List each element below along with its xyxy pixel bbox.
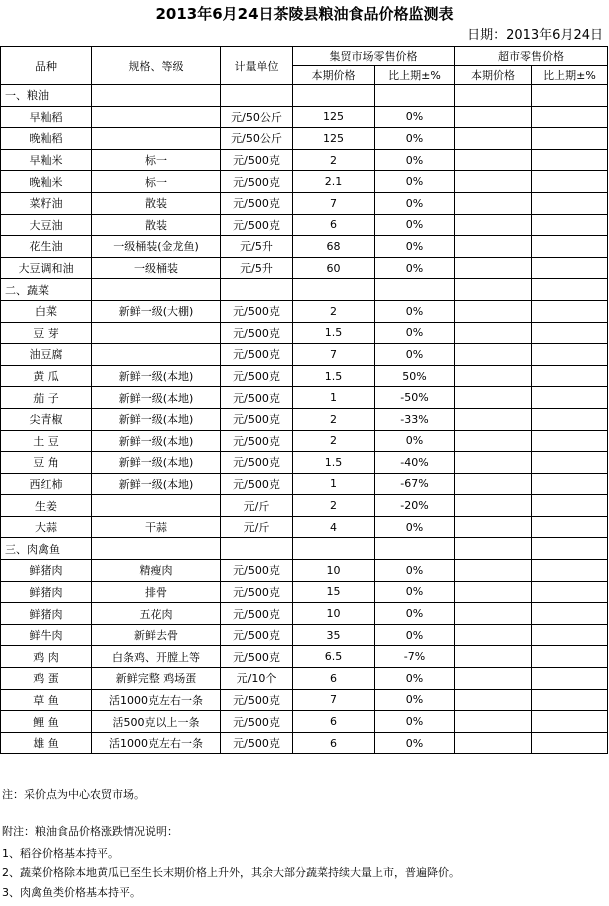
market-price: 10 (293, 603, 375, 625)
item-name: 尖青椒 (1, 408, 92, 430)
supermarket-cell (532, 192, 608, 214)
supermarket-cell (455, 646, 532, 668)
item-name: 鲜猪肉 (1, 560, 92, 582)
table-row (1, 624, 608, 646)
supermarket-cell (532, 214, 608, 236)
supermarket-cell (455, 711, 532, 733)
supermarket-cell (532, 106, 608, 128)
table-row (1, 387, 608, 409)
table-row (1, 106, 608, 128)
item-unit: 元/500克 (221, 365, 293, 387)
header-market: 集贸市场零售价格 (293, 47, 455, 66)
supermarket-cell (532, 624, 608, 646)
item-spec: 活500克以上一条 (92, 711, 221, 733)
empty-cell (221, 85, 293, 107)
header-supermarket: 超市零售价格 (455, 47, 608, 66)
item-name: 油豆腐 (1, 344, 92, 366)
market-change: 0% (375, 581, 455, 603)
market-price: 60 (293, 257, 375, 279)
item-unit: 元/500克 (221, 171, 293, 193)
item-spec: 新鲜去骨 (92, 624, 221, 646)
table-row (1, 322, 608, 344)
supermarket-cell (532, 732, 608, 754)
empty-cell (455, 538, 532, 560)
item-name: 雄 鱼 (1, 732, 92, 754)
item-unit: 元/50公斤 (221, 128, 293, 150)
category-row (1, 538, 608, 560)
table-row (1, 236, 608, 258)
item-unit: 元/500克 (221, 624, 293, 646)
supermarket-cell (455, 581, 532, 603)
market-change: 0% (375, 214, 455, 236)
market-price: 2.1 (293, 171, 375, 193)
supermarket-cell (455, 516, 532, 538)
market-change: 0% (375, 560, 455, 582)
market-change: -40% (375, 452, 455, 474)
supermarket-cell (532, 452, 608, 474)
market-change: 0% (375, 106, 455, 128)
item-unit: 元/斤 (221, 516, 293, 538)
table-row (1, 516, 608, 538)
item-unit: 元/500克 (221, 408, 293, 430)
supermarket-cell (532, 387, 608, 409)
item-spec: 新鲜一级(本地) (92, 430, 221, 452)
header-market-price: 本期价格 (293, 66, 375, 85)
market-price: 6 (293, 214, 375, 236)
supermarket-cell (455, 149, 532, 171)
market-price: 6 (293, 711, 375, 733)
market-change: 0% (375, 322, 455, 344)
table-row (1, 668, 608, 690)
item-spec: 标一 (92, 171, 221, 193)
item-unit: 元/5升 (221, 257, 293, 279)
supermarket-cell (455, 560, 532, 582)
empty-cell (221, 279, 293, 301)
item-spec: 排骨 (92, 581, 221, 603)
supermarket-cell (532, 603, 608, 625)
item-unit: 元/500克 (221, 711, 293, 733)
item-spec: 新鲜完整 鸡场蛋 (92, 668, 221, 690)
market-price: 68 (293, 236, 375, 258)
item-unit: 元/500克 (221, 344, 293, 366)
supermarket-cell (532, 689, 608, 711)
appendix-item-2: 2、蔬菜价格除本地黄瓜已至生长末期价格上升外，其余大部分蔬菜持续大量上市，普遍降价。 (2, 866, 460, 879)
supermarket-cell (455, 732, 532, 754)
table-row (1, 365, 608, 387)
item-name: 早籼米 (1, 149, 92, 171)
empty-cell (455, 279, 532, 301)
supermarket-cell (455, 236, 532, 258)
category-label: 三、肉禽鱼 (1, 538, 92, 560)
item-unit: 元/500克 (221, 732, 293, 754)
market-price: 2 (293, 495, 375, 517)
item-spec: 新鲜一级(本地) (92, 473, 221, 495)
supermarket-cell (532, 668, 608, 690)
table-row (1, 300, 608, 322)
supermarket-cell (455, 365, 532, 387)
table-row (1, 646, 608, 668)
empty-cell (92, 85, 221, 107)
supermarket-cell (455, 603, 532, 625)
item-spec: 精瘦肉 (92, 560, 221, 582)
market-price: 125 (293, 128, 375, 150)
category-label: 一、粮油 (1, 85, 92, 107)
empty-cell (221, 538, 293, 560)
table-row (1, 408, 608, 430)
market-price: 7 (293, 192, 375, 214)
market-price: 6 (293, 668, 375, 690)
market-change: 0% (375, 171, 455, 193)
supermarket-cell (532, 495, 608, 517)
header-super-change: 比上期±% (532, 66, 608, 85)
supermarket-cell (455, 408, 532, 430)
table-row (1, 344, 608, 366)
item-spec: 一级桶装 (92, 257, 221, 279)
market-price: 10 (293, 560, 375, 582)
header-variety: 品种 (1, 47, 92, 85)
appendix-item-1: 1、稻谷价格基本持平。 (2, 847, 119, 860)
supermarket-cell (455, 452, 532, 474)
market-price: 7 (293, 689, 375, 711)
table-row (1, 149, 608, 171)
table-row (1, 473, 608, 495)
market-change: 0% (375, 603, 455, 625)
market-price: 15 (293, 581, 375, 603)
supermarket-cell (532, 646, 608, 668)
table-row (1, 560, 608, 582)
table-row (1, 192, 608, 214)
table-row (1, 452, 608, 474)
market-change: 0% (375, 149, 455, 171)
item-name: 黄 瓜 (1, 365, 92, 387)
item-unit: 元/500克 (221, 603, 293, 625)
market-price: 7 (293, 344, 375, 366)
item-name: 大蒜 (1, 516, 92, 538)
market-price: 6 (293, 732, 375, 754)
supermarket-cell (455, 495, 532, 517)
supermarket-cell (455, 624, 532, 646)
market-change: 0% (375, 236, 455, 258)
report-date: 日期：2013年6月24日 (467, 28, 603, 43)
header-market-change: 比上期±% (375, 66, 455, 85)
item-unit: 元/500克 (221, 581, 293, 603)
category-label: 二、蔬菜 (1, 279, 92, 301)
market-change: 0% (375, 128, 455, 150)
empty-cell (532, 85, 608, 107)
item-unit: 元/斤 (221, 495, 293, 517)
item-name: 大豆调和油 (1, 257, 92, 279)
market-price: 4 (293, 516, 375, 538)
header-unit: 计量单位 (221, 47, 293, 85)
item-name: 草 鱼 (1, 689, 92, 711)
item-spec (92, 322, 221, 344)
market-price: 1 (293, 473, 375, 495)
item-unit: 元/50公斤 (221, 106, 293, 128)
supermarket-cell (455, 214, 532, 236)
item-unit: 元/10个 (221, 668, 293, 690)
market-change: 0% (375, 711, 455, 733)
item-name: 生姜 (1, 495, 92, 517)
item-unit: 元/500克 (221, 322, 293, 344)
market-change: 50% (375, 365, 455, 387)
supermarket-cell (455, 171, 532, 193)
empty-cell (375, 279, 455, 301)
market-price: 2 (293, 149, 375, 171)
market-change: 0% (375, 257, 455, 279)
market-price: 1.5 (293, 365, 375, 387)
empty-cell (532, 279, 608, 301)
item-spec: 新鲜一级(大棚) (92, 300, 221, 322)
table-row (1, 128, 608, 150)
market-change: 0% (375, 300, 455, 322)
supermarket-cell (532, 171, 608, 193)
item-spec: 新鲜一级(本地) (92, 408, 221, 430)
table-row (1, 581, 608, 603)
item-name: 鲜猪肉 (1, 603, 92, 625)
empty-cell (375, 85, 455, 107)
table-row (1, 430, 608, 452)
item-unit: 元/500克 (221, 387, 293, 409)
table-row (1, 732, 608, 754)
item-spec: 一级桶装(金龙鱼) (92, 236, 221, 258)
item-spec: 新鲜一级(本地) (92, 365, 221, 387)
supermarket-cell (532, 300, 608, 322)
item-spec: 活1000克左右一条 (92, 732, 221, 754)
supermarket-cell (455, 344, 532, 366)
item-spec: 新鲜一级(本地) (92, 387, 221, 409)
item-name: 菜籽油 (1, 192, 92, 214)
market-change: 0% (375, 668, 455, 690)
supermarket-cell (532, 149, 608, 171)
item-unit: 元/500克 (221, 430, 293, 452)
supermarket-cell (455, 322, 532, 344)
page-title: 2013年6月24日茶陵县粮油食品价格监测表 (155, 5, 454, 23)
item-name: 豆 角 (1, 452, 92, 474)
item-spec: 新鲜一级(本地) (92, 452, 221, 474)
market-price: 2 (293, 430, 375, 452)
table-row (1, 171, 608, 193)
appendix-title: 附注：粮油食品价格涨跌情况说明： (2, 825, 178, 838)
market-change: 0% (375, 624, 455, 646)
empty-cell (455, 85, 532, 107)
item-name: 花生油 (1, 236, 92, 258)
category-row (1, 85, 608, 107)
empty-cell (92, 538, 221, 560)
item-spec (92, 128, 221, 150)
item-name: 大豆油 (1, 214, 92, 236)
empty-cell (532, 538, 608, 560)
market-change: -67% (375, 473, 455, 495)
item-name: 鲜牛肉 (1, 624, 92, 646)
supermarket-cell (532, 581, 608, 603)
item-spec: 散装 (92, 214, 221, 236)
item-name: 鸡 蛋 (1, 668, 92, 690)
supermarket-cell (455, 430, 532, 452)
supermarket-cell (455, 668, 532, 690)
market-change: 0% (375, 430, 455, 452)
item-unit: 元/500克 (221, 560, 293, 582)
header-spec: 规格、等级 (92, 47, 221, 85)
empty-cell (293, 279, 375, 301)
item-spec: 五花肉 (92, 603, 221, 625)
market-change: 0% (375, 192, 455, 214)
market-change: -33% (375, 408, 455, 430)
price-table (0, 46, 608, 754)
empty-cell (375, 538, 455, 560)
market-change: 0% (375, 344, 455, 366)
note: 注：采价点为中心农贸市场。 (2, 788, 145, 801)
supermarket-cell (455, 387, 532, 409)
item-spec (92, 344, 221, 366)
item-name: 豆 芽 (1, 322, 92, 344)
item-name: 西红柿 (1, 473, 92, 495)
market-change: 0% (375, 516, 455, 538)
table-body (1, 85, 608, 754)
supermarket-cell (532, 322, 608, 344)
supermarket-cell (455, 300, 532, 322)
market-price: 2 (293, 300, 375, 322)
supermarket-cell (532, 430, 608, 452)
market-price: 125 (293, 106, 375, 128)
appendix-item-3: 3、肉禽鱼类价格基本持平。 (2, 886, 141, 899)
table-row (1, 603, 608, 625)
table-row (1, 214, 608, 236)
item-name: 鸡 肉 (1, 646, 92, 668)
item-name: 鲤 鱼 (1, 711, 92, 733)
item-name: 晚籼米 (1, 171, 92, 193)
market-change: 0% (375, 689, 455, 711)
item-unit: 元/500克 (221, 149, 293, 171)
market-price: 1 (293, 387, 375, 409)
market-change: -50% (375, 387, 455, 409)
item-name: 茄 子 (1, 387, 92, 409)
item-unit: 元/500克 (221, 473, 293, 495)
supermarket-cell (532, 516, 608, 538)
supermarket-cell (455, 473, 532, 495)
supermarket-cell (532, 473, 608, 495)
empty-cell (293, 85, 375, 107)
item-unit: 元/500克 (221, 646, 293, 668)
market-price: 2 (293, 408, 375, 430)
supermarket-cell (532, 344, 608, 366)
item-spec: 白条鸡、开膛上等 (92, 646, 221, 668)
item-spec (92, 495, 221, 517)
item-unit: 元/500克 (221, 689, 293, 711)
empty-cell (92, 279, 221, 301)
item-unit: 元/500克 (221, 192, 293, 214)
item-unit: 元/500克 (221, 214, 293, 236)
item-name: 白菜 (1, 300, 92, 322)
item-name: 早籼稻 (1, 106, 92, 128)
supermarket-cell (455, 106, 532, 128)
supermarket-cell (455, 128, 532, 150)
supermarket-cell (532, 257, 608, 279)
supermarket-cell (532, 128, 608, 150)
item-spec: 散装 (92, 192, 221, 214)
supermarket-cell (532, 236, 608, 258)
market-price: 1.5 (293, 322, 375, 344)
category-row (1, 279, 608, 301)
item-unit: 元/5升 (221, 236, 293, 258)
table-row (1, 689, 608, 711)
empty-cell (293, 538, 375, 560)
item-spec (92, 106, 221, 128)
table-row (1, 257, 608, 279)
supermarket-cell (532, 560, 608, 582)
supermarket-cell (455, 257, 532, 279)
item-name: 晚籼稻 (1, 128, 92, 150)
item-name: 土 豆 (1, 430, 92, 452)
supermarket-cell (532, 365, 608, 387)
supermarket-cell (532, 408, 608, 430)
supermarket-cell (455, 192, 532, 214)
table-row (1, 711, 608, 733)
market-change: 0% (375, 732, 455, 754)
supermarket-cell (455, 689, 532, 711)
market-price: 35 (293, 624, 375, 646)
item-spec: 活1000克左右一条 (92, 689, 221, 711)
item-spec: 干蒜 (92, 516, 221, 538)
item-unit: 元/500克 (221, 452, 293, 474)
market-change: -20% (375, 495, 455, 517)
market-price: 6.5 (293, 646, 375, 668)
market-change: -7% (375, 646, 455, 668)
item-spec: 标一 (92, 149, 221, 171)
market-price: 1.5 (293, 452, 375, 474)
supermarket-cell (532, 711, 608, 733)
item-unit: 元/500克 (221, 300, 293, 322)
item-name: 鲜猪肉 (1, 581, 92, 603)
header-super-price: 本期价格 (455, 66, 532, 85)
table-row (1, 495, 608, 517)
